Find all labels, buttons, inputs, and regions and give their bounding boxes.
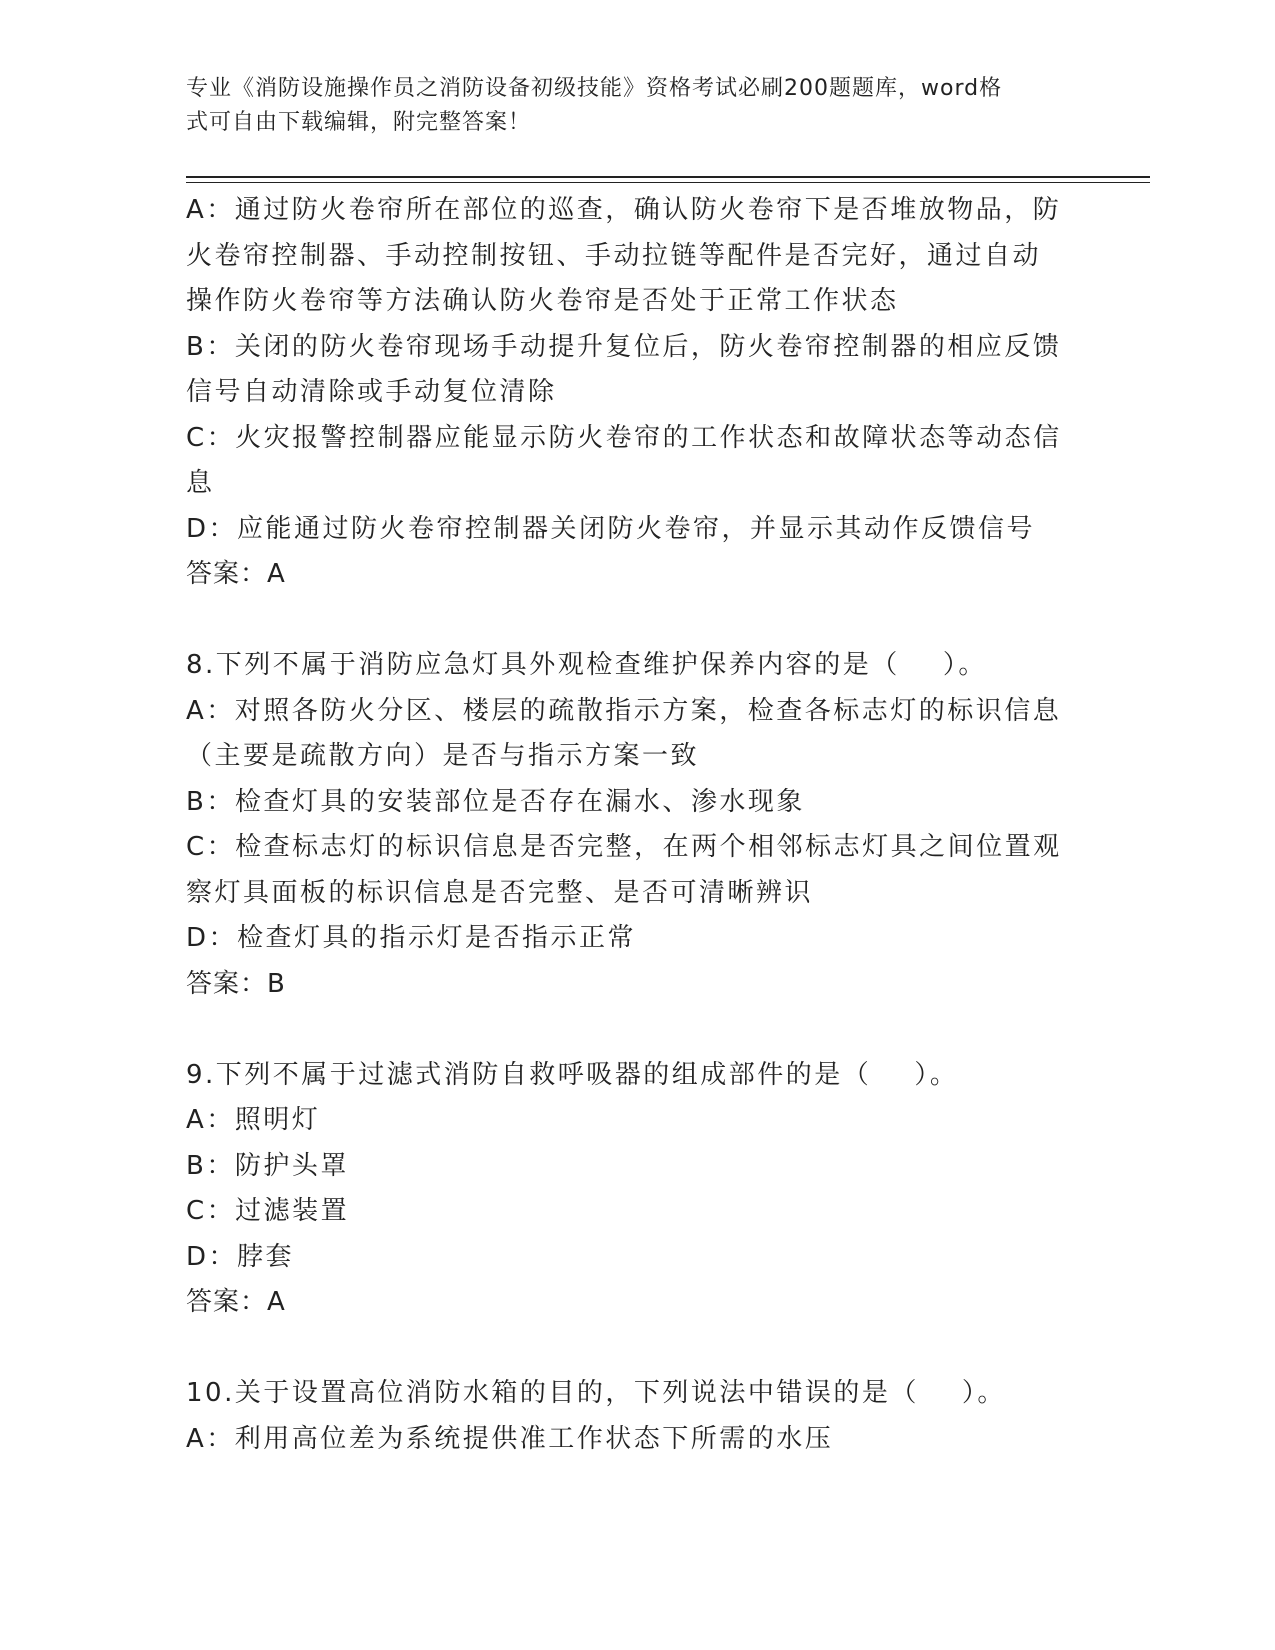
q8-option-a bbox=[186, 689, 1086, 780]
header-line-2: 式可自由下载编辑，附完整答案！ bbox=[186, 110, 532, 135]
q8-option-d: D：检查灯具的指示灯是否指示正常 bbox=[186, 923, 637, 953]
q9-option-c: C：过滤装置 bbox=[186, 1196, 350, 1226]
question-8-block bbox=[186, 643, 1086, 1007]
q8-option-a-line-2: （主要是疏散方向）是否与指示方案一致 bbox=[186, 741, 700, 771]
question-9-block bbox=[186, 1053, 1086, 1326]
question-7-block bbox=[186, 188, 1086, 598]
q7-answer: 答案：A bbox=[186, 559, 286, 589]
q8-option-c-line-2: 察灯具面板的标识信息是否完整、是否可清晰辨识 bbox=[186, 877, 814, 908]
q7-option-b-line-2: 信号自动清除或手动复位清除 bbox=[186, 377, 557, 407]
q7-option-a-line-3: 操作防火卷帘等方法确认防火卷帘是否处于正常工作状态 bbox=[186, 286, 899, 316]
document-header bbox=[186, 72, 1066, 140]
q8-answer: 答案：B bbox=[186, 968, 286, 999]
q7-option-c bbox=[186, 416, 1086, 507]
q7-option-c-line-2: 息 bbox=[186, 468, 215, 498]
q9-option-d: D：脖套 bbox=[186, 1241, 295, 1272]
q7-option-c-line-1: C：火灾报警控制器应能显示防火卷帘的工作状态和故障状态等动态信 bbox=[186, 422, 1062, 453]
q8-option-b: B：检查灯具的安装部位是否存在漏水、渗水现象 bbox=[186, 786, 805, 817]
q8-option-c bbox=[186, 825, 1086, 916]
q9-option-a: A：照明灯 bbox=[186, 1105, 321, 1135]
q10-question: 10.关于设置高位消防水箱的目的，下列说法中错误的是（ ）。 bbox=[186, 1378, 1006, 1408]
spacer bbox=[186, 1326, 1086, 1372]
q10-option-a: A：利用高位差为系统提供准工作状态下所需的水压 bbox=[186, 1423, 834, 1454]
q8-option-c-line-1: C：检查标志灯的标识信息是否完整，在两个相邻标志灯具之间位置观 bbox=[186, 832, 1062, 862]
question-content bbox=[186, 188, 1086, 1462]
q7-option-d: D：应能通过防火卷帘控制器关闭防火卷帘，并显示其动作反馈信号 bbox=[186, 513, 1036, 544]
q9-question: 9.下列不属于过滤式消防自救呼吸器的组成部件的是（ ）。 bbox=[186, 1059, 959, 1090]
q9-answer: 答案：A bbox=[186, 1287, 286, 1317]
q7-option-a bbox=[186, 188, 1086, 325]
header-divider-thin bbox=[186, 182, 1150, 183]
q7-option-b-line-1: B：关闭的防火卷帘现场手动提升复位后，防火卷帘控制器的相应反馈 bbox=[186, 331, 1062, 362]
q9-option-b: B：防护头罩 bbox=[186, 1150, 349, 1181]
spacer bbox=[186, 598, 1086, 644]
q7-option-a-line-2: 火卷帘控制器、手动控制按钮、手动拉链等配件是否完好，通过自动 bbox=[186, 240, 1042, 271]
q8-question: 8.下列不属于消防应急灯具外观检查维护保养内容的是（ ）。 bbox=[186, 650, 987, 680]
q8-option-a-line-1: A：对照各防火分区、楼层的疏散指示方案，检查各标志灯的标识信息 bbox=[186, 695, 1062, 726]
q7-option-a-line-1: A：通过防火卷帘所在部位的巡查，确认防火卷帘下是否堆放物品，防 bbox=[186, 195, 1062, 225]
header-line-1: 专业《消防设施操作员之消防设备初级技能》资格考试必刷200题题库，word格 bbox=[186, 76, 1003, 101]
spacer bbox=[186, 1007, 1086, 1053]
question-10-block bbox=[186, 1371, 1086, 1462]
q7-option-b bbox=[186, 325, 1086, 416]
header-divider-thick bbox=[186, 176, 1150, 178]
